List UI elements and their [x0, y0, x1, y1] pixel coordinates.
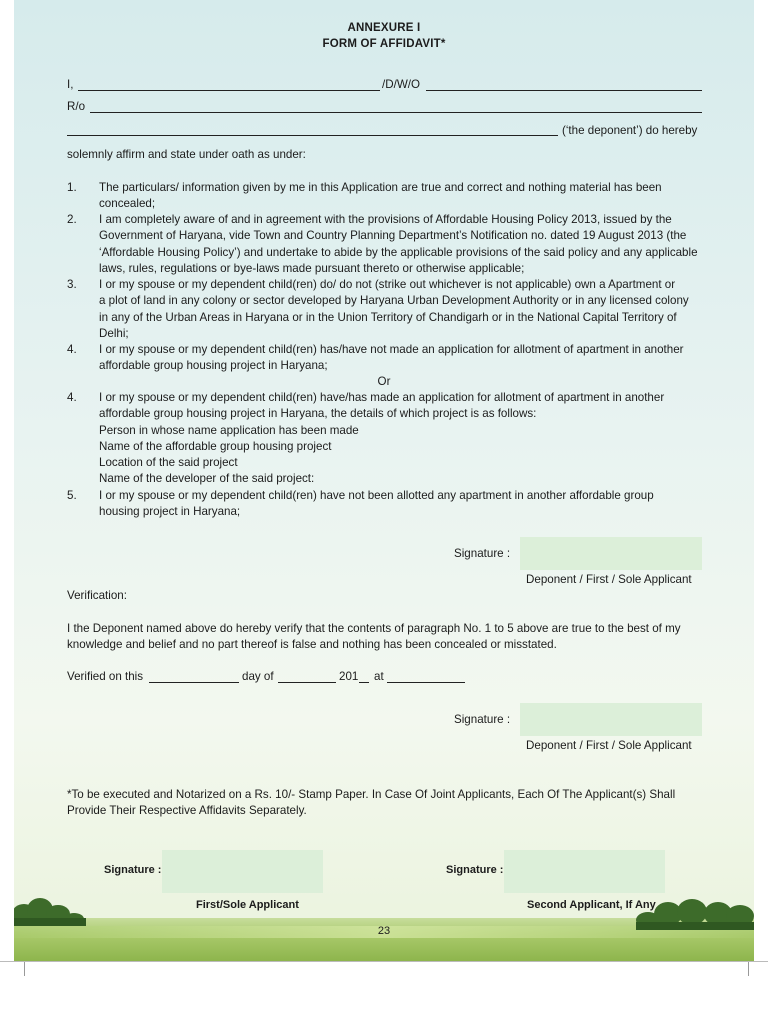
form-title: FORM OF AFFIDAVIT* [322, 38, 446, 50]
or-separator: Or [377, 375, 391, 388]
at-label: at [374, 670, 384, 683]
verification-heading: Verification: [67, 589, 127, 602]
verification-text: knowledge and belief and no part thereof is false and nothing has been concealed or misstated. [67, 638, 557, 651]
signature-label: Signature : [454, 547, 511, 560]
verified-place-blank[interactable] [387, 682, 465, 683]
relation-blank[interactable] [426, 90, 702, 91]
list-item: I or my spouse or my dependent child(ren) do/ do not (strike out whichever is not applicable) own a Apartment or a plot of land in any colony or sector developed by Haryana Urban Development Authority or in any licensed colony in any of the Urban Areas in Haryana or in the Union Territory of Chandigarh or in the National Capital Territory of Delhi; [99, 278, 689, 340]
detail-line: Location of the said project [99, 456, 238, 470]
signature-label: Signature : [104, 864, 162, 876]
list-item: I am completely aware of and in agreement with the provisions of Affordable Housing Policy 2013, issued by the Government of Haryana, vide Town and Country Planning Department’s Notification no. dated 19 August 2013 (the ‘Affordable Housing Policy’) and undertake to abide by the applicable provisions of the said policy and any applicable laws, rules, regulations or bye-laws made pursuant thereto or otherwise applicable; [99, 213, 698, 275]
crop-mark [24, 962, 25, 976]
item-number: 1. [67, 181, 77, 194]
affidavit-page [14, 0, 754, 962]
item-number: 2. [67, 213, 77, 226]
year-label: 201 [339, 670, 359, 683]
item-number: 4. [67, 391, 77, 404]
verified-month-blank[interactable] [278, 682, 336, 683]
ro-label: R/o [67, 100, 86, 113]
list-item: I or my spouse or my dependent child(ren) have/has made an application for allotment of apartment in another affordable group housing project in Haryana, the details of which project is as follows: Person in whose name application has been made Name of the affordable group housing project Location of the said project Name of the developer of the said project: [99, 390, 703, 488]
item-number: 3. [67, 278, 77, 291]
item-number: 5. [67, 489, 77, 502]
second-applicant-signature-box[interactable] [504, 850, 665, 893]
signature-caption: Deponent / First / Sole Applicant [526, 739, 692, 752]
i-prefix: I, [67, 78, 74, 91]
verification-text: I the Deponent named above do hereby verify that the contents of paragraph No. 1 to 5 above are true to the best of my [67, 622, 681, 635]
notarize-note: Provide Their Respective Affidavits Separately. [67, 804, 307, 817]
verified-year-blank[interactable] [359, 682, 369, 683]
first-applicant-caption: First/Sole Applicant [196, 899, 299, 911]
trim-line [0, 961, 768, 962]
first-applicant-signature-box[interactable] [162, 850, 323, 893]
deponent-signature-box[interactable] [520, 537, 702, 570]
name-blank[interactable] [78, 90, 380, 91]
affirm-line: solemnly affirm and state under oath as under: [67, 148, 306, 161]
signature-label: Signature : [446, 864, 504, 876]
residence-blank[interactable] [90, 112, 702, 113]
second-applicant-caption: Second Applicant, If Any [527, 899, 656, 911]
verified-on-label: Verified on this [67, 670, 144, 683]
page-number: 23 [377, 925, 391, 937]
verified-day-blank[interactable] [149, 682, 239, 683]
signature-caption: Deponent / First / Sole Applicant [526, 573, 692, 586]
notarize-note: *To be executed and Notarized on a Rs. 10/- Stamp Paper. In Case Of Joint Applicants, Each Of The Applicant(s) Shall [67, 788, 676, 801]
detail-line: Person in whose name application has been made [99, 423, 359, 437]
verification-signature-box[interactable] [520, 703, 702, 736]
annexure-heading: ANNEXURE I [347, 22, 421, 34]
signature-label: Signature : [454, 713, 511, 726]
dwo-label: /D/W/O [382, 78, 420, 91]
list-item: I or my spouse or my dependent child(ren) has/have not made an application for allotment of apartment in another affordable group housing project in Haryana; [99, 343, 684, 373]
residence-blank-2[interactable] [67, 135, 558, 136]
detail-line: Name of the developer of the said project: [99, 472, 315, 486]
crop-mark [748, 962, 749, 976]
deponent-suffix: (‘the deponent’) do hereby [562, 124, 698, 137]
detail-line: Name of the affordable group housing project [99, 439, 332, 453]
item-number: 4. [67, 343, 77, 356]
list-item: I or my spouse or my dependent child(ren) have not been allotted any apartment in another affordable group housing project in Haryana; [99, 489, 654, 519]
day-of-label: day of [242, 670, 274, 683]
list-item: The particulars/ information given by me in this Application are true and correct and nothing material has been concealed; [99, 181, 662, 211]
